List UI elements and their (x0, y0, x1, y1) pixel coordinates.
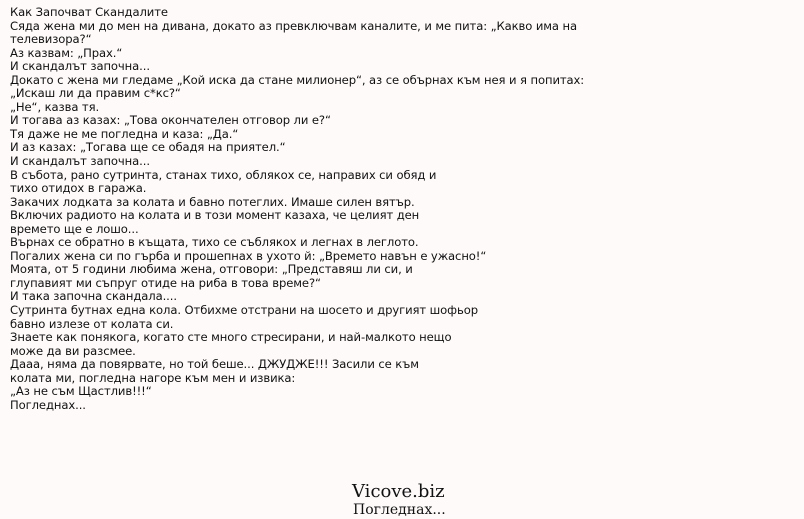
joke-line: И скандалът започна... (10, 154, 150, 169)
joke-line: Закачих лодката за колата и бавно потеглих. Имаше силен вятър. (10, 194, 415, 209)
joke-line: В събота, рано сутринта, станах тихо, облякох се, направих си обяд и (10, 167, 437, 182)
joke-line: Погледнах... (10, 397, 86, 412)
joke-line: Дааа, няма да повярвате, но той беше... ДЖУДЖЕ!!! Засили се към (10, 357, 419, 372)
joke-line: Сутринта бутнах една кола. Отбихме отстрани на шосето и другият шофьор (10, 303, 478, 318)
footer-repeat-text: Погледнах... (353, 502, 446, 518)
joke-line: бавно излезе от колата си. (10, 316, 174, 331)
joke-title: Как Започват Скандалите (10, 5, 168, 19)
joke-line: Включих радиото на колата и в този момент казаха, че целият ден (10, 208, 420, 223)
joke-line: телевизора?“ (10, 32, 92, 47)
joke-line: И тогава аз казах: „Това окончателен отговор ли е?“ (10, 113, 331, 128)
joke-line: Сяда жена ми до мен на дивана, докато аз превключвам каналите, и ме пита: „Какво има на (10, 18, 577, 33)
joke-line: Аз казвам: „Прах.“ (10, 45, 123, 60)
joke-line: Знаете как понякога, когато сте много стресирани, и най-малкото нещо (10, 330, 452, 345)
joke-line: Върнах се обратно в къщата, тихо се съблякох и легнах в леглото. (10, 235, 419, 250)
joke-line: Моята, от 5 години любима жена, отговори: „Представяш ли си, и (10, 262, 413, 277)
joke-line: „Аз не съм Щастлив!!!“ (10, 384, 152, 399)
joke-line: глупавият ми съпруг отиде на риба в това време?“ (10, 275, 321, 290)
joke-line: И аз казах: „Тогава ще се обадя на приятел.“ (10, 140, 286, 155)
joke-line: Докато с жена ми гледаме „Кой иска да стане милионер“, аз се обърнах към нея и я попитах: (10, 72, 585, 87)
joke-line: Тя даже не ме погледна и каза: „Да.“ (10, 126, 239, 141)
joke-line: тихо отидох в гаража. (10, 181, 147, 196)
joke-line: И скандалът започна... (10, 59, 150, 74)
site-name: Vicove.biz (352, 481, 445, 502)
joke-line: И така започна скандала.... (10, 289, 177, 304)
joke-line: „Искаш ли да правим с*кс?“ (10, 86, 181, 101)
joke-line: времето ще е лошо... (10, 221, 139, 236)
joke-line: „Не“, казва тя. (10, 99, 100, 114)
joke-line: колата ми, погледна нагоре към мен и извика: (10, 370, 296, 385)
joke-text (10, 6, 790, 412)
joke-line: Погалих жена си по гърба и прошепнах в ухото й: „Времето навън е ужасно!“ (10, 248, 487, 263)
joke-line: може да ви разсмее. (10, 343, 136, 358)
